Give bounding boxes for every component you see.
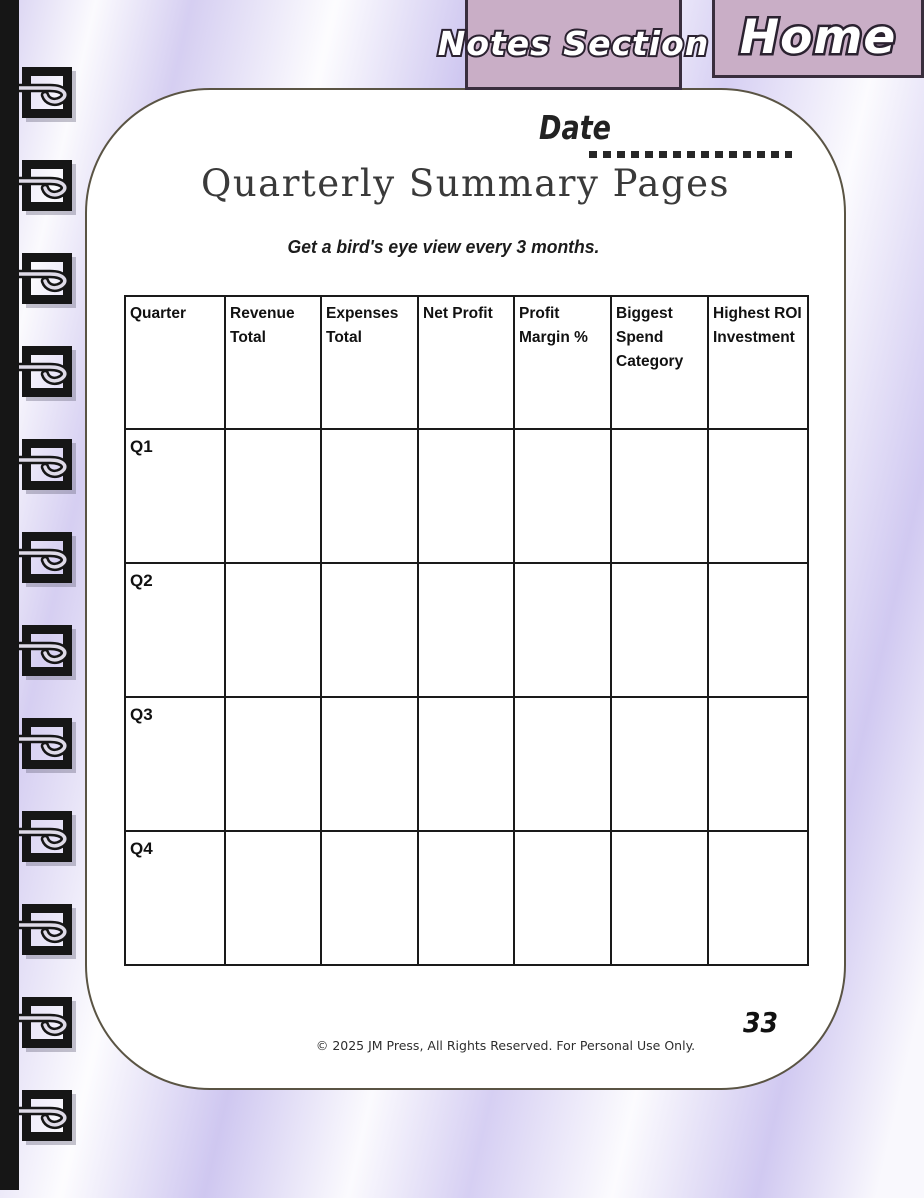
date-entry-line[interactable] (589, 151, 792, 158)
table-cell[interactable] (514, 697, 611, 831)
column-header: Net Profit (418, 296, 514, 429)
table-cell[interactable] (321, 697, 418, 831)
tab-notes-section[interactable] (437, 0, 710, 90)
column-header: Expenses Total (321, 296, 418, 429)
row-label: Q1 (125, 429, 225, 563)
table-cell[interactable] (321, 429, 418, 563)
table-cell[interactable] (225, 429, 321, 563)
date-label: Date (539, 108, 612, 147)
table-cell[interactable] (708, 429, 808, 563)
column-header: Revenue Total (225, 296, 321, 429)
table-row (125, 429, 808, 563)
table-cell[interactable] (225, 831, 321, 965)
column-header: Quarter (125, 296, 225, 429)
binder-spine (0, 0, 19, 1190)
table-cell[interactable] (225, 563, 321, 697)
page-title: Quarterly Summary Pages (201, 162, 730, 205)
row-label: Q2 (125, 563, 225, 697)
table-cell[interactable] (418, 697, 514, 831)
row-label: Q4 (125, 831, 225, 965)
header-row (125, 296, 808, 429)
tab-notes-section-label: Notes Section (437, 24, 710, 63)
table-cell[interactable] (225, 697, 321, 831)
table-row (125, 697, 808, 831)
table-cell[interactable] (708, 563, 808, 697)
tab-home-label: Home (739, 10, 897, 65)
table-cell[interactable] (514, 563, 611, 697)
page-subtitle: Get a bird's eye view every 3 months. (287, 236, 600, 257)
row-label: Q3 (125, 697, 225, 831)
tab-home[interactable] (712, 0, 924, 78)
table-cell[interactable] (321, 831, 418, 965)
table-row (125, 563, 808, 697)
quarterly-summary-table (124, 295, 809, 966)
table-cell[interactable] (321, 563, 418, 697)
table-cell[interactable] (708, 697, 808, 831)
table-cell[interactable] (611, 563, 708, 697)
table-cell[interactable] (514, 831, 611, 965)
table-cell[interactable] (418, 831, 514, 965)
column-header: Highest ROI Investment (708, 296, 808, 429)
column-header: Profit Margin % (514, 296, 611, 429)
table-cell[interactable] (514, 429, 611, 563)
planner-card (85, 88, 846, 1090)
table-row (125, 831, 808, 965)
table-cell[interactable] (418, 429, 514, 563)
page-number: 33 (742, 1006, 779, 1039)
table-cell[interactable] (708, 831, 808, 965)
column-header: Biggest Spend Category (611, 296, 708, 429)
copyright-text: © 2025 JM Press, All Rights Reserved. For Personal Use Only. (315, 1038, 696, 1053)
table-cell[interactable] (418, 563, 514, 697)
table-cell[interactable] (611, 831, 708, 965)
table-cell[interactable] (611, 429, 708, 563)
table-cell[interactable] (611, 697, 708, 831)
